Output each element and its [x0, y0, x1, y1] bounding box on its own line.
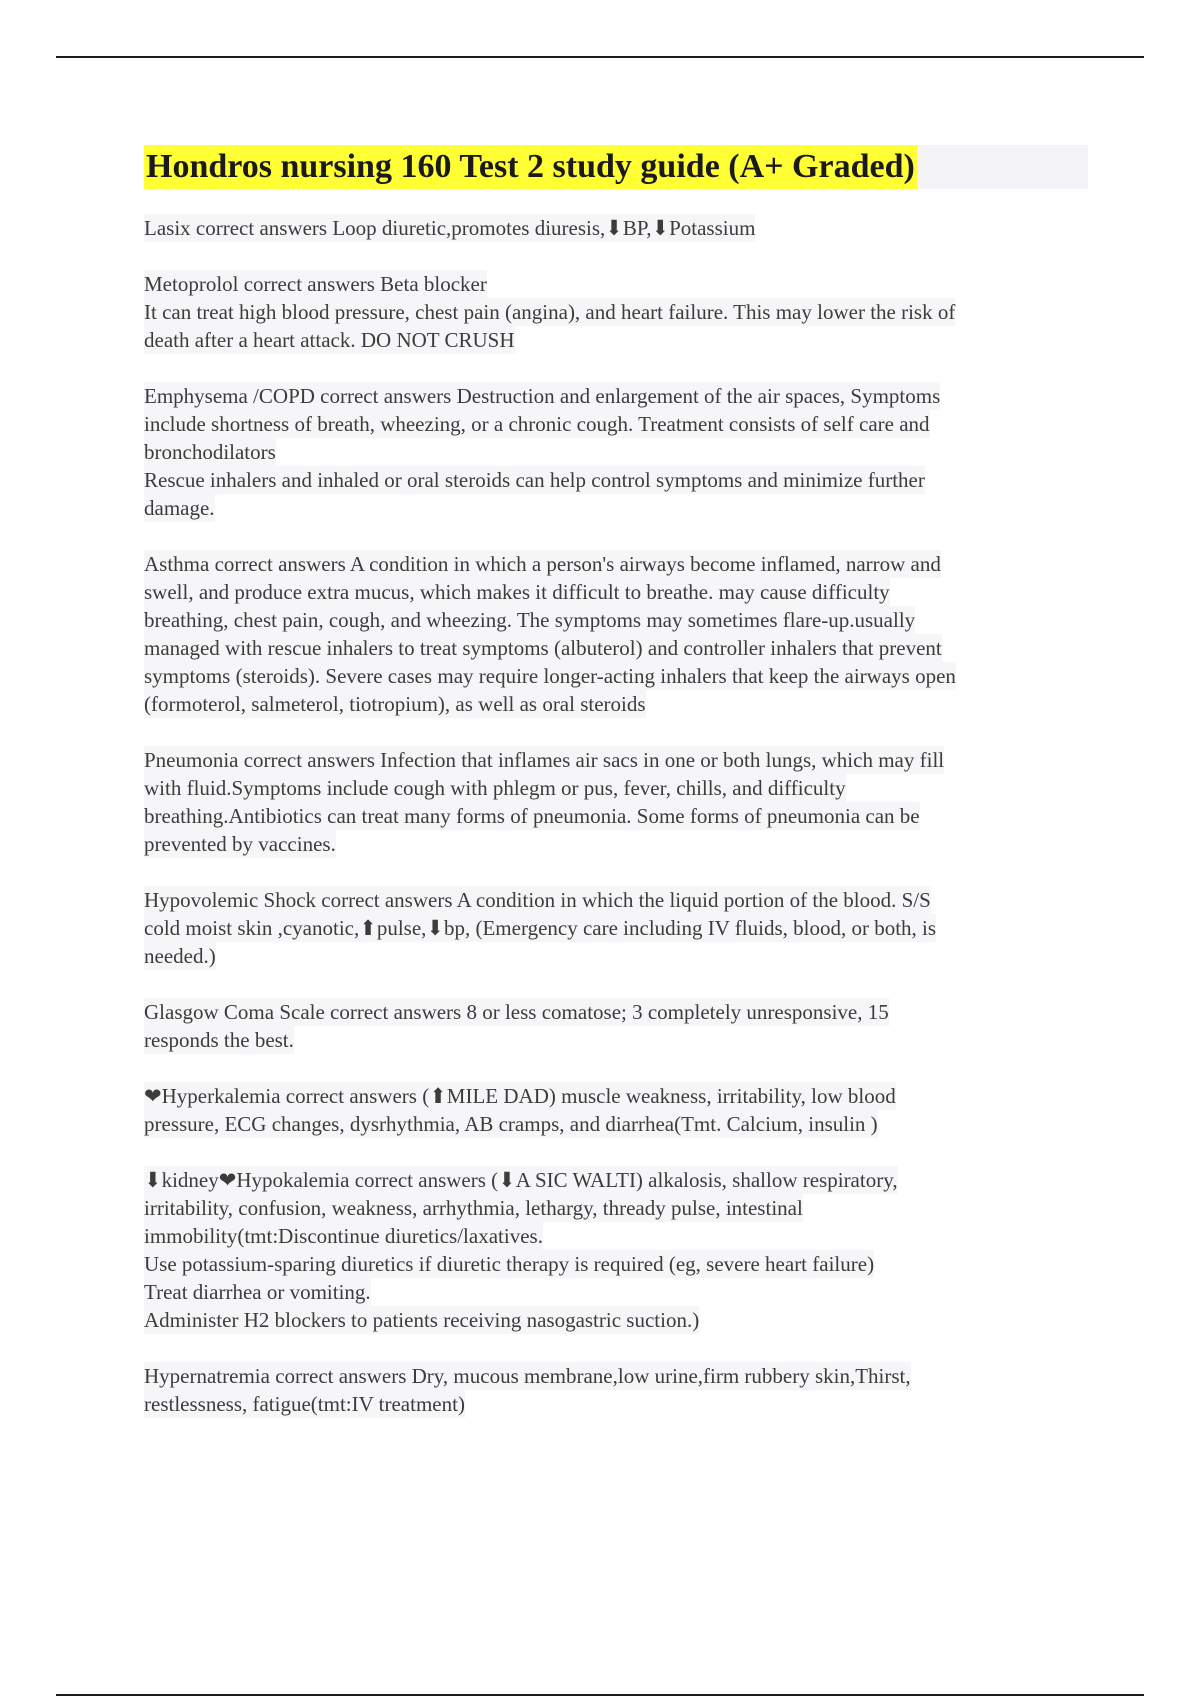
entry-line: Hypovolemic Shock correct answers A condition in which the liquid portion of the blood. S/S — [144, 888, 931, 912]
entry-hyperkalemia — [144, 1082, 1088, 1138]
study-guide-content — [144, 214, 1088, 1418]
entry-line: breathing.Antibiotics can treat many forms of pneumonia. Some forms of pneumonia can be — [144, 804, 920, 828]
entry-hypovolemic-shock — [144, 886, 1088, 970]
entry-line: Metoprolol correct answers Beta blocker — [144, 272, 487, 296]
entry-line: Treat diarrhea or vomiting. — [144, 1280, 371, 1304]
entry-pneumonia — [144, 746, 1088, 858]
top-rule — [56, 56, 1144, 58]
entry-line: cold moist skin ,cyanotic,⬆pulse,⬇bp, (Emergency care including IV fluids, blood, or both, is — [144, 916, 937, 940]
entry-line: Use potassium-sparing diuretics if diuretic therapy is required (eg, severe heart failure) — [144, 1252, 875, 1276]
entry-line: restlessness, fatigue(tmt:IV treatment) — [144, 1392, 465, 1416]
entry-metoprolol — [144, 270, 1088, 354]
entry-line: Lasix correct answers Loop diuretic,promotes diuresis,⬇BP,⬇Potassium — [144, 216, 756, 240]
entry-lasix — [144, 214, 1088, 242]
entry-line: (formoterol, salmeterol, tiotropium), as well as oral steroids — [144, 692, 646, 716]
title-band — [144, 145, 1088, 189]
entry-line: Glasgow Coma Scale correct answers 8 or less comatose; 3 completely unresponsive, 15 — [144, 1000, 889, 1024]
entry-hypokalemia — [144, 1166, 1088, 1334]
entry-glasgow-coma-scale — [144, 998, 1088, 1054]
entry-line: Pneumonia correct answers Infection that inflames air sacs in one or both lungs, which may fill — [144, 748, 945, 772]
entry-line: immobility(tmt:Discontinue diuretics/laxatives. — [144, 1224, 543, 1248]
entry-line: Administer H2 blockers to patients receiving nasogastric suction.) — [144, 1308, 700, 1332]
entry-line: symptoms (steroids). Severe cases may require longer-acting inhalers that keep the airways open — [144, 664, 956, 688]
entry-line: ⬇kidney❤Hypokalemia correct answers (⬇A SIC WALTI) alkalosis, shallow respiratory, — [144, 1168, 898, 1192]
entry-line: Emphysema /COPD correct answers Destruction and enlargement of the air spaces, Symptoms — [144, 384, 941, 408]
entry-line: responds the best. — [144, 1028, 294, 1052]
bottom-rule — [56, 1694, 1144, 1696]
entry-line: include shortness of breath, wheezing, or a chronic cough. Treatment consists of self care and — [144, 412, 930, 436]
entry-line: Asthma correct answers A condition in which a person's airways become inflamed, narrow and — [144, 552, 941, 576]
entry-emphysema-copd — [144, 382, 1088, 522]
entry-line: death after a heart attack. DO NOT CRUSH — [144, 328, 515, 352]
entry-hypernatremia — [144, 1362, 1088, 1418]
entry-line: ❤Hyperkalemia correct answers (⬆MILE DAD) muscle weakness, irritability, low blood — [144, 1084, 896, 1108]
entry-line: breathing, chest pain, cough, and wheezing. The symptoms may sometimes flare-up.usually — [144, 608, 916, 632]
entry-asthma — [144, 550, 1088, 718]
entry-line: prevented by vaccines. — [144, 832, 336, 856]
entry-line: It can treat high blood pressure, chest pain (angina), and heart failure. This may lower the risk of — [144, 300, 956, 324]
entry-line: damage. — [144, 496, 215, 520]
entry-line: managed with rescue inhalers to treat symptoms (albuterol) and controller inhalers that prevent — [144, 636, 942, 660]
entry-line: Rescue inhalers and inhaled or oral steroids can help control symptoms and minimize further — [144, 468, 925, 492]
entry-line: needed.) — [144, 944, 216, 968]
entry-line: Hypernatremia correct answers Dry, mucous membrane,low urine,firm rubbery skin,Thirst, — [144, 1364, 911, 1388]
entry-line: irritability, confusion, weakness, arrhythmia, lethargy, thready pulse, intestinal — [144, 1196, 803, 1220]
entry-line: bronchodilators — [144, 440, 276, 464]
entry-line: swell, and produce extra mucus, which makes it difficult to breathe. may cause difficulty — [144, 580, 890, 604]
document-title: Hondros nursing 160 Test 2 study guide (A+ Graded) — [144, 145, 917, 189]
entry-line: with fluid.Symptoms include cough with phlegm or pus, fever, chills, and difficulty — [144, 776, 846, 800]
entry-line: pressure, ECG changes, dysrhythmia, AB cramps, and diarrhea(Tmt. Calcium, insulin ) — [144, 1112, 878, 1136]
